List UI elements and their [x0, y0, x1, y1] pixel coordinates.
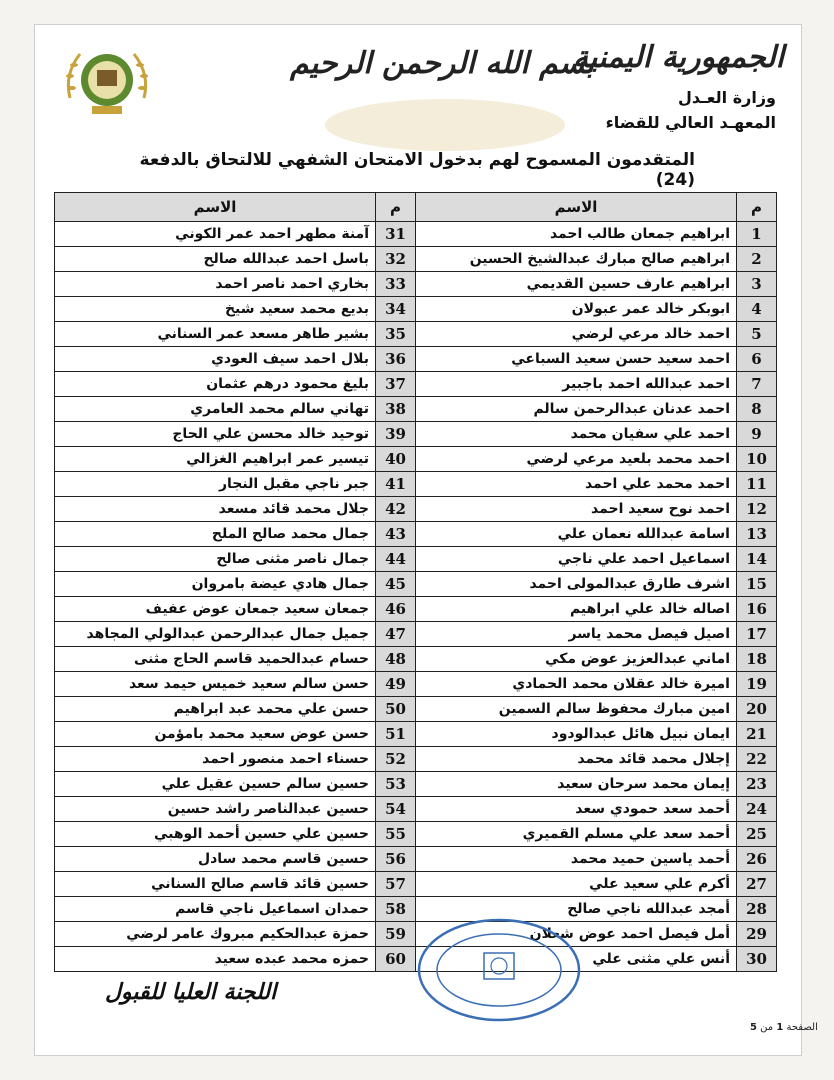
row-number: 2 [737, 247, 777, 272]
row-number: 49 [376, 672, 416, 697]
row-number: 42 [376, 497, 416, 522]
row-number: 33 [376, 272, 416, 297]
row-number: 57 [376, 872, 416, 897]
row-number: 10 [737, 447, 777, 472]
candidate-name: امين مبارك محفوظ سالم السمين [416, 697, 737, 722]
row-number: 17 [737, 622, 777, 647]
row-number: 47 [376, 622, 416, 647]
table-row [55, 397, 777, 422]
row-number: 58 [376, 897, 416, 922]
table-row [55, 347, 777, 372]
row-number: 21 [737, 722, 777, 747]
row-number: 41 [376, 472, 416, 497]
row-number: 16 [737, 597, 777, 622]
page-total: 5 [750, 1022, 757, 1033]
row-number: 30 [737, 947, 777, 972]
row-number: 50 [376, 697, 416, 722]
table-row [55, 547, 777, 572]
table-row [55, 872, 777, 897]
candidate-name: بخاري احمد ناصر احمد [55, 272, 376, 297]
candidate-name: أمل فيصل احمد عوض شعلان [416, 922, 737, 947]
row-number: 12 [737, 497, 777, 522]
row-number: 1 [737, 222, 777, 247]
page-label: الصفحة [786, 1022, 818, 1033]
row-number: 38 [376, 397, 416, 422]
institute-emblem-icon [60, 38, 154, 122]
candidate-name: اسماعيل احمد علي ناجي [416, 547, 737, 572]
row-number: 9 [737, 422, 777, 447]
row-number: 48 [376, 647, 416, 672]
table-row [55, 322, 777, 347]
row-number: 6 [737, 347, 777, 372]
candidate-name: تهاني سالم محمد العامري [55, 397, 376, 422]
table-row [55, 447, 777, 472]
row-number: 59 [376, 922, 416, 947]
row-number: 37 [376, 372, 416, 397]
row-number: 54 [376, 797, 416, 822]
page-current: 1 [776, 1022, 784, 1033]
table-row [55, 672, 777, 697]
candidate-name: احمد عبدالله احمد باجبير [416, 372, 737, 397]
row-number: 23 [737, 772, 777, 797]
candidate-name: جميل جمال عبدالرحمن عبدالولي المجاهد [55, 622, 376, 647]
basmala-heading: بسم الله الرحمن الرحيم [290, 46, 595, 81]
row-number: 28 [737, 897, 777, 922]
table-row [55, 247, 777, 272]
row-number: 44 [376, 547, 416, 572]
candidate-name: بشير طاهر مسعد عمر السناني [55, 322, 376, 347]
republic-heading: الجمهورية اليمنية [573, 40, 784, 75]
candidate-name: ابراهيم صالح مبارك عبدالشيخ الحسين [416, 247, 737, 272]
ministry-heading: وزارة العـدل [678, 88, 776, 107]
row-number: 60 [376, 947, 416, 972]
candidate-name: اسامة عبدالله نعمان علي [416, 522, 737, 547]
candidate-name: جمال ناصر مثنى صالح [55, 547, 376, 572]
table-row [55, 822, 777, 847]
table-header-row [55, 193, 777, 222]
row-number: 19 [737, 672, 777, 697]
column-header-num: م [376, 193, 416, 222]
institute-stamp-icon [414, 915, 584, 1025]
candidate-name: احمد سعيد حسن سعيد السباعي [416, 347, 737, 372]
candidate-name: حسن سالم سعيد خميس حيمد سعد [55, 672, 376, 697]
table-row [55, 747, 777, 772]
candidates-table [54, 192, 777, 972]
table-row [55, 297, 777, 322]
row-number: 3 [737, 272, 777, 297]
candidate-name: احمد علي سفيان محمد [416, 422, 737, 447]
candidate-name: بليغ محمود درهم عثمان [55, 372, 376, 397]
table-row [55, 847, 777, 872]
table-row [55, 722, 777, 747]
candidate-name: توحيد خالد محسن علي الحاج [55, 422, 376, 447]
candidate-name: اصيل فيصل محمد ياسر [416, 622, 737, 647]
candidate-name: إجلال محمد قائد محمد [416, 747, 737, 772]
candidate-name: احمد محمد بلعيد مرعي لرضي [416, 447, 737, 472]
candidate-name: ايمان نبيل هائل عبدالودود [416, 722, 737, 747]
candidate-name: حمزه محمد عبده سعيد [55, 947, 376, 972]
row-number: 53 [376, 772, 416, 797]
table-row [55, 772, 777, 797]
table-row [55, 647, 777, 672]
candidate-name: أمجد عبدالله ناجي صالح [416, 897, 737, 922]
table-row [55, 497, 777, 522]
candidate-name: حسين سالم حسين عقيل علي [55, 772, 376, 797]
row-number: 5 [737, 322, 777, 347]
row-number: 18 [737, 647, 777, 672]
candidate-name: حسن علي محمد عبد ابراهيم [55, 697, 376, 722]
page-number [750, 1022, 818, 1033]
row-number: 22 [737, 747, 777, 772]
candidate-name: أنس علي مثنى علي [416, 947, 737, 972]
row-number: 55 [376, 822, 416, 847]
candidate-name: اشرف طارق عبدالمولى احمد [416, 572, 737, 597]
candidate-name: أحمد ياسين حميد محمد [416, 847, 737, 872]
row-number: 25 [737, 822, 777, 847]
candidate-name: أحمد سعد علي مسلم القميري [416, 822, 737, 847]
candidate-name: احمد نوح سعيد احمد [416, 497, 737, 522]
row-number: 43 [376, 522, 416, 547]
row-number: 11 [737, 472, 777, 497]
candidate-name: حسام عبدالحميد قاسم الحاج مثنى [55, 647, 376, 672]
candidate-name: حسين عبدالناصر راشد حسين [55, 797, 376, 822]
row-number: 13 [737, 522, 777, 547]
column-header-name: الاسم [55, 193, 376, 222]
row-number: 24 [737, 797, 777, 822]
row-number: 31 [376, 222, 416, 247]
table-row [55, 622, 777, 647]
row-number: 7 [737, 372, 777, 397]
candidate-name: بلال احمد سيف العودي [55, 347, 376, 372]
row-number: 52 [376, 747, 416, 772]
row-number: 35 [376, 322, 416, 347]
candidate-name: احمد عدنان عبدالرحمن سالم [416, 397, 737, 422]
row-number: 39 [376, 422, 416, 447]
row-number: 14 [737, 547, 777, 572]
column-header-name: الاسم [416, 193, 737, 222]
candidate-name: اميرة خالد عقلان محمد الحمادي [416, 672, 737, 697]
committee-signature: اللجنة العليا للقبول [105, 980, 277, 1005]
candidate-name: جبر ناجي مقبل النجار [55, 472, 376, 497]
candidate-name: أحمد سعد حمودي سعد [416, 797, 737, 822]
row-number: 32 [376, 247, 416, 272]
candidate-name: حمدان اسماعيل ناجي قاسم [55, 897, 376, 922]
candidate-name: حسناء احمد منصور احمد [55, 747, 376, 772]
candidate-name: آمنة مطهر احمد عمر الكوني [55, 222, 376, 247]
candidate-name: اماني عبدالعزيز عوض مكي [416, 647, 737, 672]
institute-heading: المعهـد العالي للقضاء [605, 113, 776, 132]
row-number: 29 [737, 922, 777, 947]
candidate-name: بديع محمد سعيد شيخ [55, 297, 376, 322]
candidate-name: احمد خالد مرعي لرضي [416, 322, 737, 347]
table-body [55, 222, 777, 972]
page-of: من [760, 1022, 774, 1033]
candidate-name: احمد محمد علي احمد [416, 472, 737, 497]
candidate-name: تيسير عمر ابراهيم الغزالي [55, 447, 376, 472]
table-row [55, 697, 777, 722]
candidate-name: ابراهيم جمعان طالب احمد [416, 222, 737, 247]
row-number: 4 [737, 297, 777, 322]
watermark-logo [315, 95, 575, 155]
candidate-name: جمال هادي عيضة بامروان [55, 572, 376, 597]
row-number: 20 [737, 697, 777, 722]
row-number: 26 [737, 847, 777, 872]
row-number: 8 [737, 397, 777, 422]
table-row [55, 272, 777, 297]
row-number: 34 [376, 297, 416, 322]
candidate-name: حسين علي حسين أحمد الوهبي [55, 822, 376, 847]
table-row [55, 422, 777, 447]
row-number: 40 [376, 447, 416, 472]
row-number: 46 [376, 597, 416, 622]
candidate-name: حمزة عبدالحكيم مبروك عامر لرضي [55, 922, 376, 947]
candidate-name: جمال محمد صالح الملح [55, 522, 376, 547]
table-row [55, 372, 777, 397]
row-number: 36 [376, 347, 416, 372]
candidate-name: اصاله خالد علي ابراهيم [416, 597, 737, 622]
row-number: 56 [376, 847, 416, 872]
row-number: 51 [376, 722, 416, 747]
table-row [55, 597, 777, 622]
candidate-name: إيمان محمد سرحان سعيد [416, 772, 737, 797]
candidate-name: حسن عوض سعيد محمد بامؤمن [55, 722, 376, 747]
row-number: 27 [737, 872, 777, 897]
candidate-name: جلال محمد قائد مسعد [55, 497, 376, 522]
column-header-num: م [737, 193, 777, 222]
table-row [55, 472, 777, 497]
candidate-name: أكرم علي سعيد علي [416, 872, 737, 897]
candidate-name: جمعان سعيد جمعان عوض عفيف [55, 597, 376, 622]
row-number: 15 [737, 572, 777, 597]
table-row [55, 797, 777, 822]
candidate-name: ابراهيم عارف حسين القديمي [416, 272, 737, 297]
table-row [55, 572, 777, 597]
candidate-name: حسين قاسم محمد سادل [55, 847, 376, 872]
table-row [55, 522, 777, 547]
candidate-name: باسل احمد عبدالله صالح [55, 247, 376, 272]
candidate-name: ابوبكر خالد عمر عبولان [416, 297, 737, 322]
document-title: المتقدمون المسموح لهم بدخول الامتحان الشفهي للالتحاق بالدفعة (24) [139, 150, 695, 190]
table-row [55, 222, 777, 247]
candidate-name: حسين قائد قاسم صالح السناني [55, 872, 376, 897]
row-number: 45 [376, 572, 416, 597]
